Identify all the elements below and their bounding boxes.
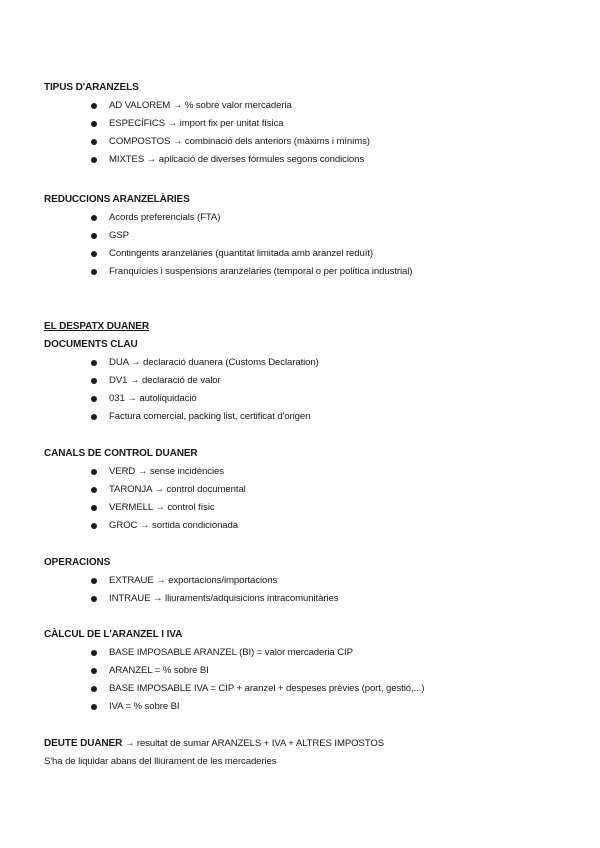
list-item: EXTRAUE → exportacions/importacions: [109, 575, 278, 586]
section-heading-tipus: TIPUS D'ARANZELS: [44, 82, 139, 93]
list-item: AD VALOREM → % sobre valor mercaderia: [109, 100, 292, 111]
list-item: VERMELL → control físic: [109, 502, 215, 513]
bullet-icon: [91, 269, 97, 275]
list-item: Factura comercial, packing list, certificat d'origen: [109, 411, 311, 422]
bullet-icon: [91, 157, 97, 163]
bullet-icon: [91, 650, 97, 656]
deute-line: [44, 738, 384, 749]
section-heading-reduccions: REDUCCIONS ARANZELÀRIES: [44, 194, 190, 205]
list-item: TARONJA → control documental: [109, 484, 246, 495]
list-item: Acords preferencials (FTA): [109, 212, 221, 223]
list-item: BASE IMPOSABLE IVA = CIP + aranzel + despeses prèvies (port, gestió,...): [109, 683, 425, 694]
section-heading-operacions: OPERACIONS: [44, 557, 111, 568]
list-item: GSP: [109, 230, 129, 241]
list-item: Contingents aranzelàries (quantitat limitada amb aranzel reduït): [109, 248, 373, 259]
list-item: MIXTES → aplicació de diverses fórmules segons condicions: [109, 154, 365, 165]
bullet-icon: [91, 578, 97, 584]
bullet-icon: [91, 414, 97, 420]
bullet-icon: [91, 103, 97, 109]
section-heading-documents: DOCUMENTS CLAU: [44, 339, 138, 350]
bullet-icon: [91, 668, 97, 674]
list-item: BASE IMPOSABLE ARANZEL (BI) = valor mercaderia CIP: [109, 647, 353, 658]
bullet-icon: [91, 505, 97, 511]
bullet-icon: [91, 251, 97, 257]
list-item: ESPECÍFICS → import fix per unitat física: [109, 118, 284, 129]
list-item: DV1 → declaració de valor: [109, 375, 221, 386]
list-item: IVA = % sobre BI: [109, 701, 180, 712]
deute-text: → resultat de sumar ARANZELS + IVA + ALTRES IMPOSTOS: [122, 738, 385, 749]
bullet-icon: [91, 396, 97, 402]
bullet-icon: [91, 704, 97, 710]
list-item: 031 → autoliquidació: [109, 393, 197, 404]
section-heading-canals: CANALS DE CONTROL DUANER: [44, 448, 198, 459]
section-heading-calcul: CÀLCUL DE L'ARANZEL I IVA: [44, 629, 183, 640]
list-item: VERD → sense incidències: [109, 466, 224, 477]
deute-label: DEUTE DUANER: [44, 738, 123, 749]
bullet-icon: [91, 523, 97, 529]
deute-note: S'ha de liquidar abans del lliurament de les mercaderies: [44, 756, 277, 767]
bullet-icon: [91, 686, 97, 692]
list-item: DUA → declaració duanera (Customs Declaration): [109, 357, 319, 368]
section-title-despatx: EL DESPATX DUANER: [44, 321, 149, 332]
bullet-icon: [91, 215, 97, 221]
bullet-icon: [91, 360, 97, 366]
list-item: Franquícies i suspensions aranzelàries (temporal o per política industrial): [109, 266, 413, 277]
bullet-icon: [91, 487, 97, 493]
bullet-icon: [91, 378, 97, 384]
bullet-icon: [91, 121, 97, 127]
list-item: ARANZEL = % sobre BI: [109, 665, 209, 676]
bullet-icon: [91, 596, 97, 602]
bullet-icon: [91, 139, 97, 145]
list-item: GROC → sortida condicionada: [109, 520, 239, 531]
bullet-icon: [91, 233, 97, 239]
list-item: COMPOSTOS → combinació dels anteriors (màxims i mínims): [109, 136, 370, 147]
bullet-icon: [91, 469, 97, 475]
list-item: INTRAUE → lliuraments/adquisicions intracomunitàries: [109, 593, 339, 604]
